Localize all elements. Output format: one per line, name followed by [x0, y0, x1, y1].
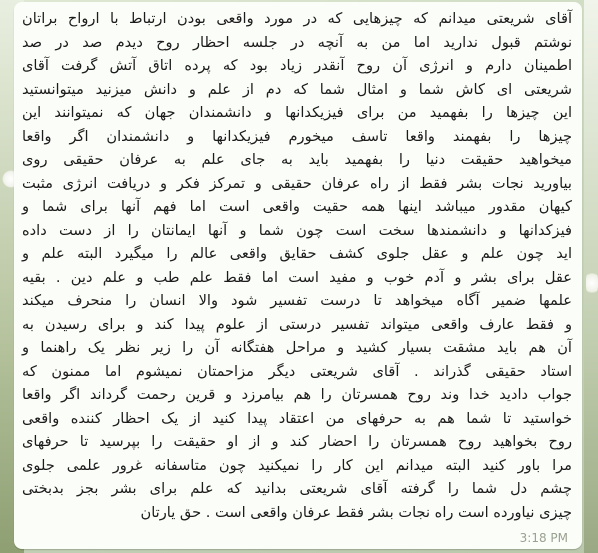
- message-line: روح بخواهید روح همسرتان را احضار کند و از او حقیقت را بپرسید تا حرفهای: [22, 433, 572, 450]
- message-line: بیاورید نجات بشر فقط از راه عرفان حقیقی و تمرکز فکر و دریافت انرژی مثبت: [22, 174, 572, 192]
- message-line: اید چون علم و عقل جلوی کشف حقایق واقعی عالم را میگیرد البته علم و: [22, 245, 572, 262]
- message-line: میخواهید حقیقت دنیا را بفهمید باید به جای علم به عرفان حقیقی روی: [22, 151, 572, 168]
- message-line: این چیزها را بفهمید من برای فیزیکدانها و دانشمندان جهان که نمیتوانند این: [22, 104, 572, 121]
- message-line: آن هم باید مشقت بسیار کشید و مراحل هفتگانه آن را زیر نظر یک راهنما و: [22, 339, 572, 356]
- message-bubble[interactable]: [14, 2, 582, 549]
- message-timestamp: 3:18 PM: [519, 531, 568, 545]
- message-line: خواستید تا شما هم به حرفهای من اعتقاد پیدا کنید از یک احظار کننده واقعی: [22, 409, 572, 427]
- message-line: چیزی نیاورده است راه نجات بشر فقط عرفان واقعی است . حق یارتان: [140, 503, 572, 521]
- message-line: اطمینان دارم و انرژی آن روح آنقدر زیاد بود که پرده اتاق آتش گرفت آقای: [22, 57, 572, 74]
- message-line: چشم دل شما را گرفته آقای شریعتی بدانید که علم برای بشر بجز بدبختی: [22, 480, 572, 497]
- message-line: آقای شریعتی میدانم که چیزهایی که در مورد واقعی بودن ارتباط با ارواح براتان: [22, 10, 572, 27]
- message-line: استاد حقیقی گذراند . آقای شریعتی دیگر مزاحمتان نمیشوم اما ممنون که: [22, 362, 572, 380]
- message-line: و فقط عارف واقعی میتواند تفسیر درستی از علوم پیدا کند و برای رسیدن به: [22, 315, 572, 333]
- wallpaper-flower: [586, 270, 598, 296]
- message-line: عقل برای بشر و آدم خوب و مفید است اما فقط علم طب و علم دین . بقیه: [22, 268, 572, 286]
- message-text: [22, 7, 572, 524]
- message-line: کیهان مقدور میباشد اینها همه حقیت واقعی است اما فهم آنها برای شما و: [22, 198, 572, 215]
- message-line: شریعتی ای کاش شما و امثال شما که دم از علم و دانش میزنید میتوانستید: [22, 80, 572, 98]
- message-line: فیزکدانها و دانشمندها سخت است چون شما و آنها ایمانتان را از دست داده: [22, 221, 572, 239]
- message-line: علمها ضمیر آگاه میخواهد تا درست تفسیر شود والا انسان را منحرف میکند: [22, 292, 572, 309]
- message-line: نوشتم قبول ندارید اما من به آنچه در جلسه احظار روح دیدم صد در صد: [22, 33, 572, 51]
- message-line: جواب دادید خدا وند روح همسرتان را هم بیامرزد و قرین رحمت گرداند اگر واقعا: [22, 386, 572, 403]
- message-line: چیزها را بفهمند واقعا تاسف میخورم فیزیکدانها و دانشمندان اگر واقعا: [22, 127, 572, 145]
- message-line: مرا باور کنید البته میدانم این کار را نمیکنید چون متاسفانه غرور علمی جلوی: [22, 456, 572, 474]
